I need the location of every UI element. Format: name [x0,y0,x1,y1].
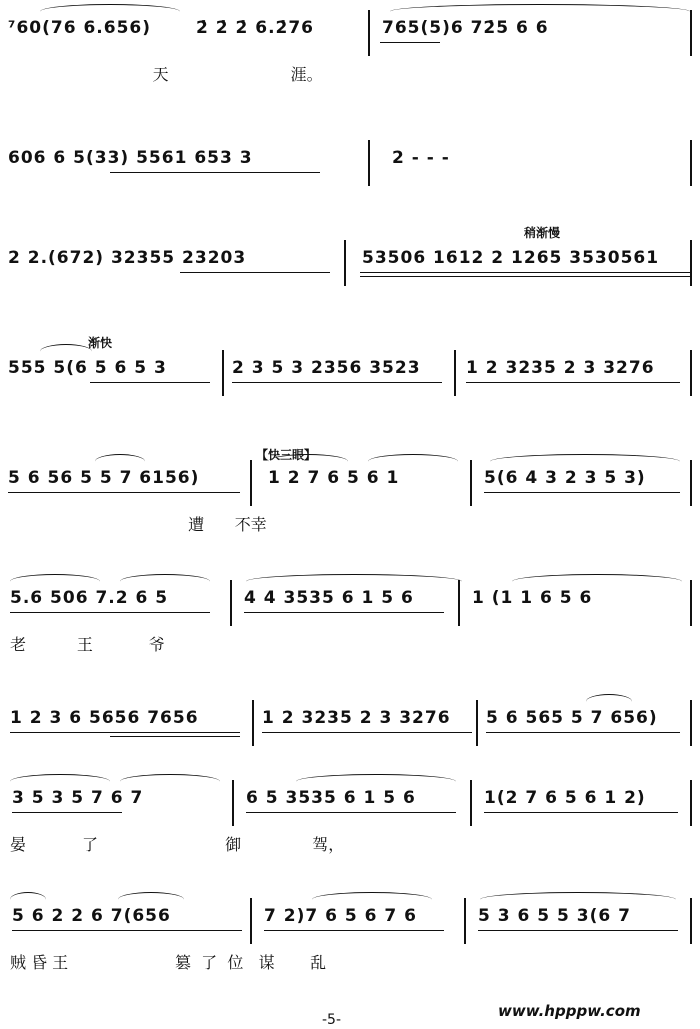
beam-line [110,736,240,737]
beam-line [262,732,472,733]
measure-notes: 2 - - - [392,148,450,168]
barline [690,780,692,826]
score-system-2 [0,130,700,242]
measure-notes: 3 5 3 5 7 6 7 [12,788,144,808]
measure-notes: 53506 1612 2 1265 3530561 [362,248,660,268]
slur [368,454,458,469]
slur [390,4,690,19]
slur [490,454,680,469]
barline [690,898,692,944]
measure-notes: 1(2 7 6 5 6 1 2) [484,788,646,808]
score-system-1 [0,0,700,112]
measure-notes: 2 3 5 3 2356 3523 [232,358,421,378]
slur [480,892,676,907]
slur [120,574,210,589]
beam-line [10,732,240,733]
barline [232,780,234,826]
score-system-9 [0,888,700,1000]
beam-line [90,382,210,383]
slur [586,694,632,709]
beam-line [360,276,690,277]
barline [368,140,370,186]
beam-line [484,812,678,813]
measure-notes: 1 (1 1 6 5 6 [472,588,593,608]
barline [222,350,224,396]
barline [690,10,692,56]
beam-line [466,382,680,383]
lyrics-line: 天 涯。 [0,65,323,84]
beam-line [110,172,320,173]
beam-line [486,732,680,733]
barline [230,580,232,626]
slur [296,774,456,789]
measure-notes: 765(5)6 72̇5 6 6 [382,18,549,38]
beam-line [360,272,690,273]
slur [95,454,145,469]
barline [690,350,692,396]
lyrics-line: 晏 了 御 驾， [10,835,345,854]
measure-notes: 5 6 56 5 5 7 6156) [8,468,200,488]
barline [690,700,692,746]
slur [120,774,220,789]
beam-line [244,612,444,613]
barline [458,580,460,626]
measure-notes: 1 2 3235 2 3 3276 [262,708,451,728]
slur [40,4,180,19]
beam-line [8,492,240,493]
lyrics-line: 遭 不幸 [0,515,267,534]
score-system-3 [0,226,700,342]
slur [10,574,100,589]
measure-notes: 2 2.(672) 32355 23203 [8,248,247,268]
measure-notes: 1 2 7 6 5 6 1 [268,468,400,488]
section-marking: 【快三眼】 [256,448,317,462]
barline [368,10,370,56]
barline [690,460,692,506]
beam-line [232,382,442,383]
measure-notes: 4 4 3535 6 1 5 6 [244,588,414,608]
score-system-4 [0,336,700,452]
barline [252,700,254,746]
barline [250,460,252,506]
measure-notes: ⁷60(76 6.656) [8,18,151,38]
measure-notes: 555 5(6 5 6 5 3 [8,358,167,378]
lyrics-line: 老 王 爷 [10,635,165,654]
barline [344,240,346,286]
barline [476,700,478,746]
beam-line [484,492,680,493]
measure-notes: 1 2 3235 2 3 3276 [466,358,655,378]
measure-notes: 5 6 2 2 6 7(656 [12,906,171,926]
slur [512,574,682,589]
measure-notes: 5 6 565 5 7 656) [486,708,658,728]
barline [690,240,692,286]
watermark-url: www.hpppw.com [498,1002,641,1020]
beam-line [180,272,330,273]
barline [454,350,456,396]
slur [10,774,110,789]
measure-notes: 1 2 3 6 5656 7656 [10,708,199,728]
page-number: -5- [322,1012,342,1028]
slur [268,454,348,469]
measure-notes: 6 5 3535 6 1 5 6 [246,788,416,808]
measure-notes: 2̇ 2̇ 2̇ 6.2̇76 [196,18,315,38]
tempo-marking: 稍渐慢 [524,226,561,240]
barline [464,898,466,944]
beam-line [380,42,440,43]
beam-line [264,930,444,931]
measure-notes: 606 6 5(33) 5561 653 3 [8,148,253,168]
barline [470,460,472,506]
slur [10,892,46,907]
score-system-5 [0,450,700,562]
measure-notes: 5 3 6 5 5 3(6 7 [478,906,631,926]
score-system-8 [0,770,700,882]
slur [312,892,432,907]
measure-notes: 5.6 506 7.2 6 5 [10,588,169,608]
measure-notes: 7 2)7 6 5 6 7 6 [264,906,417,926]
beam-line [12,812,122,813]
slur [246,574,462,589]
tempo-marking: 渐快 [88,336,113,350]
beam-line [10,612,210,613]
barline [690,580,692,626]
beam-line [246,812,456,813]
slur [118,892,184,907]
slur [40,344,92,359]
measure-notes: 5(6 4 3 2 3 5 3) [484,468,646,488]
beam-line [12,930,242,931]
barline [690,140,692,186]
lyrics-line: 贼 昏 王 篡 了 位 谋 乱 [10,953,327,972]
barline [250,898,252,944]
barline [470,780,472,826]
beam-line [478,930,678,931]
score-system-6 [0,570,700,682]
